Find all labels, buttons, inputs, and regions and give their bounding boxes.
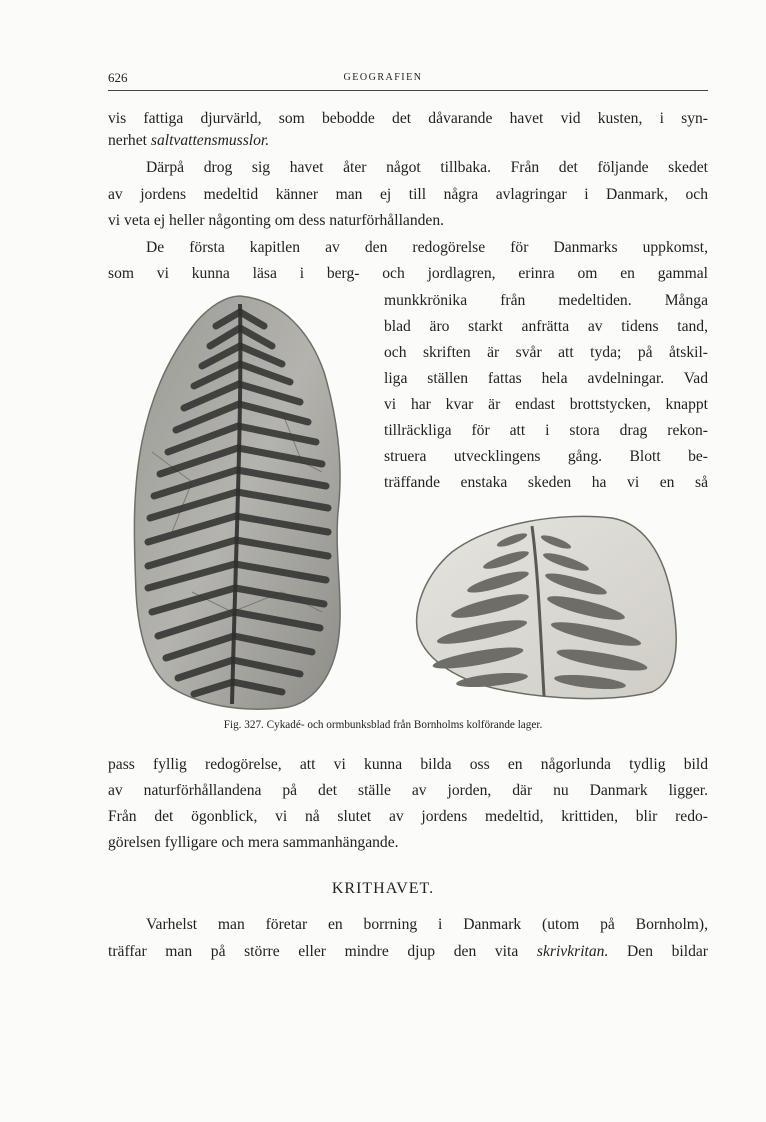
italic-term: skrivkritan.: [536, 943, 609, 960]
body-line: Därpå drog sig havet åter något tillbaka. Från det följande skedet: [146, 159, 708, 176]
italic-term: saltvattensmusslor.: [150, 132, 270, 149]
body-line: De första kapitlen av den redogörelse för Danmarks uppkomst,: [146, 239, 708, 256]
figure-caption: [0, 719, 766, 731]
body-line: [108, 941, 708, 963]
body-line: pass fyllig redogörelse, att vi kunna bilda oss en någorlunda tydlig bild: [108, 756, 708, 773]
body-line: görelsen fylligare och mera sammanhängande.: [108, 834, 399, 851]
cycad-fossil-image: [132, 292, 346, 712]
body-line: vi har kvar är endast brottstycken, knappt: [384, 396, 708, 413]
body-line: struera utvecklingens gång. Blott be-: [384, 448, 708, 465]
body-line: vis fattiga djurvärld, som bebodde det dåvarande havet vid kusten, i syn-: [108, 110, 708, 127]
header-rule: [108, 90, 708, 91]
fern-fossil-image: [412, 512, 682, 702]
body-line: av naturförhållandena på det ställe av jorden, där nu Danmark ligger.: [108, 782, 708, 799]
page-number: 626: [108, 70, 128, 85]
body-line: tillräckliga för att i stora drag rekon-: [384, 422, 708, 439]
body-line: Varhelst man företar en borrning i Danmark (utom på Bornholm),: [146, 916, 708, 933]
body-line-text: träffar man på större eller mindre djup den vita: [108, 943, 519, 960]
body-line: av jordens medeltid känner man ej till några avlagringar i Danmark, och: [108, 186, 708, 203]
body-line: blad äro starkt anfrätta av tidens tand,: [384, 318, 708, 335]
body-line: och skriften är svår att tyda; på åtskil-: [384, 344, 708, 361]
section-title: KRITHAVET.: [331, 880, 435, 897]
running-head: GEOGRAFIEN: [343, 72, 423, 83]
figure-caption-text: Cykadé- och ormbunksblad från Bornholms kolförande lager.: [266, 719, 543, 731]
body-line: träffande enstaka skeden ha vi en så: [384, 474, 708, 491]
body-line: vi veta ej heller någonting om dess naturförhållanden.: [108, 212, 445, 229]
body-line: munkkrönika från medeltiden. Många: [384, 292, 708, 309]
body-line: liga ställen fattas hela avdelningar. Vad: [384, 370, 708, 387]
body-line: Från det ögonblick, vi nå slutet av jordens medeltid, krittiden, blir redo-: [108, 808, 708, 825]
body-line: som vi kunna läsa i berg- och jordlagren, erinra om en gammal: [108, 265, 708, 282]
body-line: [108, 130, 708, 152]
body-line-text: nerhet: [108, 132, 147, 149]
figure-number: Fig. 327.: [223, 719, 264, 731]
body-line-text: Den bildar: [627, 943, 708, 960]
